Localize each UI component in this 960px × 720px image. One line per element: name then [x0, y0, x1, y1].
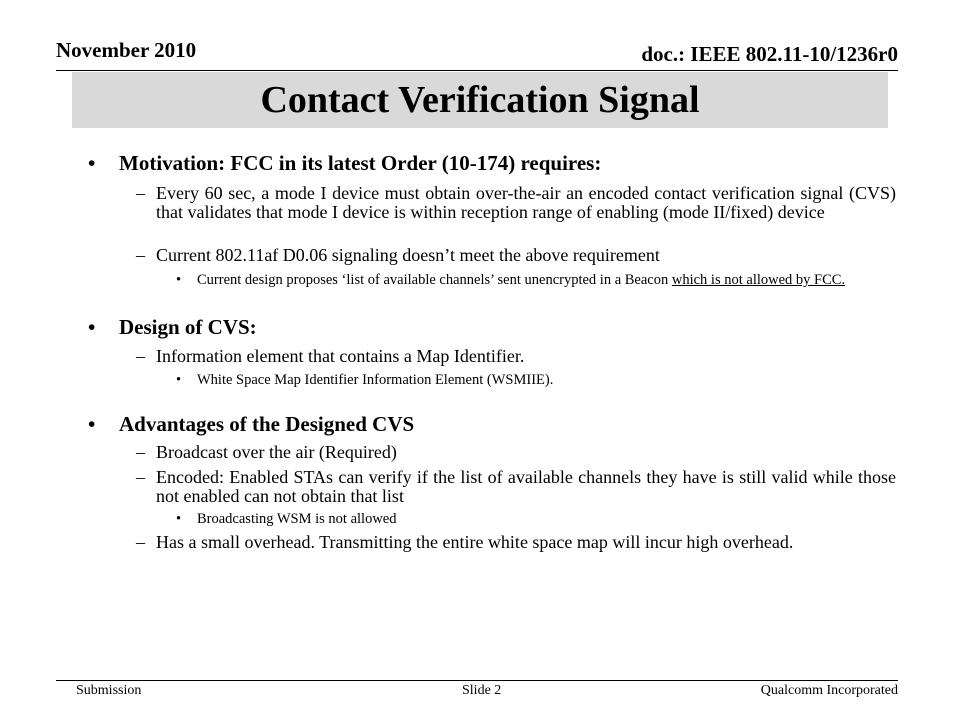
bullet-marker: •	[88, 151, 96, 175]
bullet-text: Design of CVS:	[119, 315, 257, 339]
subpoint-broadcast	[88, 443, 896, 462]
footer-slide-number: Slide 2	[462, 683, 502, 698]
bullet-design-of-cvs	[88, 314, 896, 340]
bullet-marker: •	[88, 315, 96, 339]
subpoint-text: Information element that contains a Map Identifier.	[156, 346, 525, 366]
dash-marker: –	[136, 346, 145, 366]
subpoint-information-element	[88, 347, 896, 366]
detail-text: Current design proposes ‘list of available channels’ sent unencrypted in a Beacon	[197, 272, 672, 288]
subpoint-encoded	[88, 468, 896, 506]
bullet-advantages	[88, 411, 896, 437]
footer-rule	[56, 680, 898, 681]
detail-text: Broadcasting WSM is not allowed	[197, 511, 397, 527]
bullet-text: Motivation: FCC in its latest Order (10-174) requires:	[119, 151, 602, 175]
detail-text-underlined: which is not allowed by FCC.	[671, 272, 846, 288]
dash-marker: –	[136, 442, 145, 462]
bullet-marker: •	[176, 511, 182, 527]
slide-title: Contact Verification Signal	[260, 79, 700, 121]
title-band	[72, 72, 888, 128]
subpoint-every-60-sec	[88, 184, 896, 222]
detail-current-design	[88, 272, 896, 289]
dash-marker: –	[136, 532, 145, 552]
detail-broadcasting-wsm	[88, 511, 896, 528]
dash-marker: –	[136, 183, 145, 203]
bullet-text: Advantages of the Designed CVS	[119, 412, 415, 436]
dash-marker: –	[136, 467, 145, 487]
dash-marker: –	[136, 245, 145, 265]
subpoint-small-overhead	[88, 533, 896, 552]
bullet-motivation	[88, 150, 896, 176]
subpoint-text: Has a small overhead. Transmitting the entire white space map will incur high overhead.	[156, 532, 794, 552]
header-date: November 2010	[56, 38, 197, 62]
header-rule	[56, 70, 898, 71]
subpoint-text: Encoded: Enabled STAs can verify if the list of available channels they have is still valid while those not enabled can not obtain that list	[156, 467, 896, 506]
subpoint-current-signaling	[88, 246, 896, 265]
footer-organization: Qualcomm Incorporated	[760, 683, 898, 698]
subpoint-text: Every 60 sec, a mode I device must obtain over-the-air an encoded contact verification signal (CVS) that validates that mode I device is within reception range of enabling (mode II/fixed) device	[156, 183, 896, 222]
detail-text: White Space Map Identifier Information Element (WSMIIE).	[197, 372, 554, 388]
subpoint-text: Broadcast over the air (Required)	[156, 442, 397, 462]
bullet-marker: •	[176, 272, 182, 288]
detail-wsmiie	[88, 372, 896, 389]
bullet-marker: •	[88, 412, 96, 436]
slide-body	[88, 150, 896, 552]
header-doc-id: doc.: IEEE 802.11-10/1236r0	[641, 42, 898, 66]
footer-submission: Submission	[76, 683, 142, 698]
subpoint-text: Current 802.11af D0.06 signaling doesn’t meet the above requirement	[156, 245, 660, 265]
bullet-marker: •	[176, 372, 182, 388]
